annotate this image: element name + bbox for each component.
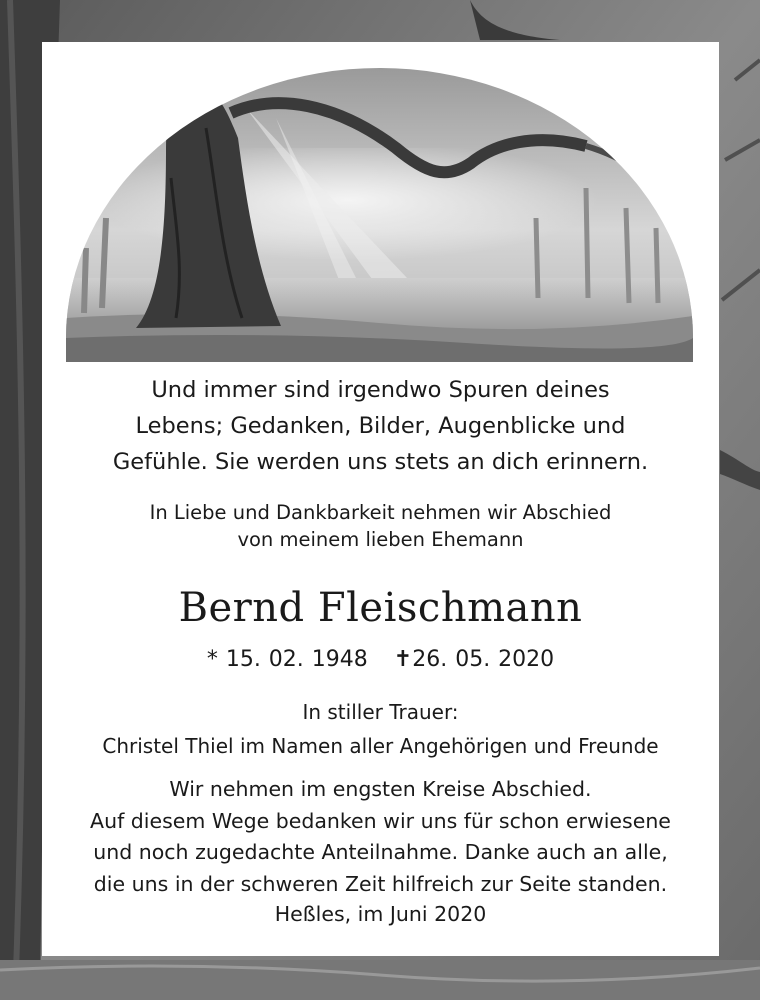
mourners-names: Christel Thiel im Namen aller Angehörigen und Freunde — [102, 734, 659, 758]
verse-line: Und immer sind irgendwo Spuren deines — [151, 377, 610, 403]
intro-line: von meinem lieben Ehemann — [237, 528, 524, 551]
note-line: Auf diesem Wege bedanken wir uns für schon erwiesene — [90, 808, 671, 833]
note-line: die uns in der schweren Zeit hilfreich zur Seite standen. — [93, 871, 668, 896]
obituary-card — [42, 42, 719, 956]
place-and-date: Heßles, im Juni 2020 — [274, 902, 487, 926]
note-line: Wir nehmen im engsten Kreise Abschied. — [169, 777, 592, 801]
thanks-note — [42, 774, 719, 900]
deceased-name: Bernd Fleischmann — [178, 585, 583, 631]
death-date: ✝26. 05. 2020 — [393, 647, 555, 672]
farewell-intro — [42, 499, 719, 553]
life-dates — [42, 644, 719, 676]
tree-photo-arch — [66, 68, 693, 362]
birth-date: * 15. 02. 1948 — [206, 647, 368, 672]
memorial-verse — [42, 372, 719, 480]
verse-line: Gefühle. Sie werden uns stets an dich erinnern. — [112, 449, 649, 475]
note-line: und noch zugedachte Anteilnahme. Danke auch an alle, — [93, 840, 668, 864]
mourners-block — [42, 695, 719, 763]
verse-line: Lebens; Gedanken, Bilder, Augenblicke und — [135, 413, 626, 439]
intro-line: In Liebe und Dankbarkeit nehmen wir Abschied — [149, 501, 612, 524]
mourners-heading: In stiller Trauer: — [302, 700, 459, 724]
